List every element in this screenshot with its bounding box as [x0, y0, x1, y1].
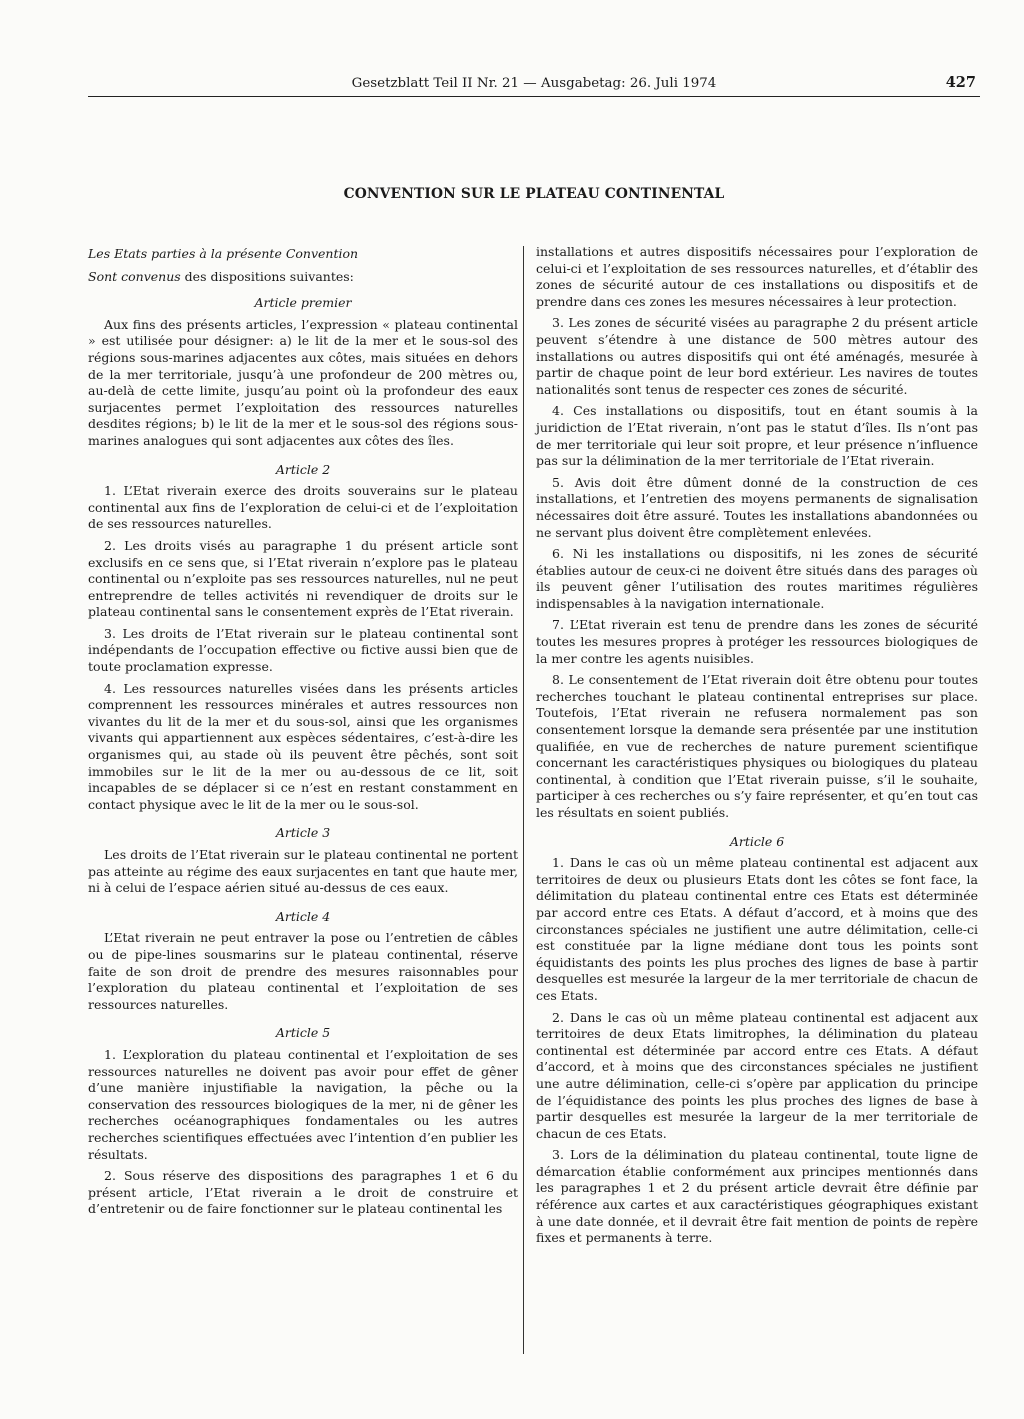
article-paragraph: 2. Sous réserve des dispositions des paragraphes 1 et 6 du présent article, l’Etat riverain a le droit de construire et d’entretenir ou de faire fonctionner sur le plateau continental les	[88, 1168, 518, 1217]
article-paragraph: 3. Les zones de sécurité visées au paragraphe 2 du présent article peuvent s’étendre à une distance de 500 mètres autour des installations ou autres dispositifs qui ont été aménagés, mesurée à partir de chaque point de leur bord extérieur. Les navires de toutes nationalités sont tenus de respecter ces zones de sécurité.	[536, 315, 978, 397]
publication-line: Gesetzblatt Teil II Nr. 21 — Ausgabetag: 26. Juli 1974	[351, 76, 717, 91]
article-paragraph: 1. L’exploration du plateau continental et l’exploitation de ses ressources naturelles ne doivent pas avoir pour effet de gêner d’une manière injustifiable la navigation, la pêche ou la conservation des ressources biologiques de la mer, ni de gêner les recherches océanographiques fondamentales ou les autres recherches scientifiques effectuées avec l’intention d’en publier les résultats.	[88, 1046, 518, 1162]
article-title: Article 5	[275, 1025, 331, 1041]
preamble	[88, 246, 518, 285]
article-paragraph: 1. L’Etat riverain exerce des droits souverains sur le plateau continental aux fins de l’exploration de celui-ci et de l’exploitation de ses ressources naturelles.	[88, 483, 518, 532]
article-paragraph-continued: installations et autres dispositifs nécessaires pour l’exploration de celui-ci et l’exploitation de ses ressources naturelles, et d’établir des zones de sécurité autour de ces installations ou dispositifs et de prendre dans ces zones les mesures nécessaires à leur protection.	[536, 244, 978, 309]
article-paragraph: 8. Le consentement de l’Etat riverain doit être obtenu pour toutes recherches touchant le plateau continental entreprises sur place. Toutefois, l’Etat riverain ne refusera normalement pas son consentement lorsque la demande sera présentée par une institution qualifiée, en vue de recherches de nature purement scientifique concernant les caractéristiques physiques ou biologiques du plateau continental, à condition que l’Etat riverain puisse, s’il le souhaite, participer à ces recherches ou s’y faire représenter, et qu’en tout cas les résultats en soient publiés.	[536, 672, 978, 820]
article-paragraph: 3. Les droits de l’Etat riverain sur le plateau continental sont indépendants de l’occupation effective ou fictive aussi bien que de toute proclamation expresse.	[88, 625, 518, 675]
article-paragraph: 7. L’Etat riverain est tenu de prendre dans les zones de sécurité toutes les mesures propres à protéger les ressources biologiques de la mer contre les agents nuisibles.	[536, 617, 978, 666]
article-paragraph: 2. Dans le cas où un même plateau continental est adjacent aux territoires de deux Etats limitrophes, la délimination du plateau continental est déterminée par accord entre ces Etats. A défaut d’accord, et à moins que des circonstances spéciales ne justifient une autre délimination, celle-ci s’opère par application du principe de l’équidistance des points les plus proches des lignes de base à partir desquelles est mesurée la largeur de la mer territoriale de chacun de ces Etats.	[536, 1009, 978, 1141]
article-title: Article 4	[275, 908, 331, 924]
document-title: CONVENTION SUR LE PLATEAU CONTINENTAL	[343, 186, 725, 202]
right-column	[536, 244, 978, 1252]
article-paragraph: 6. Ni les installations ou dispositifs, ni les zones de sécurité établies autour de ceux-ci ne doivent être situés dans des parages où ils peuvent gêner l’utilisation des routes maritimes régulières indispensables à la navigation internationale.	[536, 546, 978, 611]
article-paragraph: 2. Les droits visés au paragraphe 1 du présent article sont exclusifs en ce sens que, si l’Etat riverain n’explore pas le plateau continental ou n’exploite pas ses ressources naturelles, nul ne peut entreprendre de telles activités ni revendiquer de droits sur le plateau continental sans le consentement exprès de l’Etat riverain.	[88, 537, 518, 620]
article-paragraph: 4. Ces installations ou dispositifs, tout en étant soumis à la juridiction de l’Etat riverain, n’ont pas le statut d’îles. Ils n’ont pas de mer territoriale qui leur soit propre, et leur présence n’influence pas sur la délimination de la mer territoriale de l’Etat riverain.	[536, 403, 978, 469]
page-header	[88, 74, 980, 97]
preamble-line: Sont convenus des dispositions suivantes:	[88, 268, 354, 284]
page-number: 427	[945, 74, 976, 91]
article-title: Article premier	[254, 295, 352, 311]
article-title: Article 3	[275, 825, 331, 841]
article-title: Article 6	[729, 833, 785, 849]
article-paragraph: Les droits de l’Etat riverain sur le plateau continental ne portent pas atteinte au régime des eaux surjacentes en tant que haute mer, ni à celui de l’espace aérien situé au-dessus de ces eaux.	[88, 847, 518, 896]
article-paragraph: 1. Dans le cas où un même plateau continental est adjacent aux territoires de deux ou plusieurs Etats dont les côtes se font face, la délimitation du plateau continental entre ces Etats est déterminée par accord entre ces Etats. A défaut d’accord, et à moins que des circonstances spéciales ne justifient une autre délimitation, celle-ci est constituée par la ligne médiane dont tous les points sont équidistants des points les plus proches des lignes de base à partir desquelles est mesurée la largeur de la mer territoriale de chacun de ces Etats.	[536, 855, 978, 1003]
article-paragraph: 3. Lors de la délimination du plateau continental, toute ligne de démarcation établie conformément aux principes mentionnés dans les paragraphes 1 et 2 du présent article devrait être définie par référence aux cartes et aux caractéristiques géographiques existant à une date donnée, et il devrait être fait mention de points de repère fixes et permanents à terre.	[536, 1147, 978, 1246]
preamble-line: Les Etats parties à la présente Convention	[88, 246, 359, 261]
article-title: Article 2	[275, 461, 331, 477]
article-paragraph: 4. Les ressources naturelles visées dans les présents articles comprennent les ressources minérales et autres ressources non vivantes du lit de la mer et du sous-sol, ainsi que les organismes vivants qui appartiennent aux espèces sédentaires, c’est-à-dire les organismes qui, au stade où ils peuvent être pêchés, sont soit immobiles sur le lit de la mer ou au-dessous de ce lit, soit incapables de se déplacer si ce n’est en restant constamment en contact physique avec le lit de la mer ou le sous-sol.	[88, 680, 518, 812]
article-paragraph: 5. Avis doit être dûment donné de la construction de ces installations, et l’entretien des moyens permanents de signalisation nécessaires doit être assuré. Toutes les installations abandonnées ou ne servant plus doivent être complètement enlevées.	[536, 474, 978, 540]
left-column	[88, 246, 518, 1223]
article-paragraph: Aux fins des présents articles, l’expression « plateau continental » est utilisée pour désigner: a) le lit de la mer et le sous-sol des régions sous-marines adjacentes aux côtes, mais situées en dehors de la mer territoriale, jusqu’à une profondeur de 200 mètres ou, au-delà de cette limite, jusqu’au point où la profondeur des eaux surjacentes permet l’exploitation des ressources naturelles desdites régions; b) le lit de la mer et le sous-sol des régions sous-marines analogues qui sont adjacentes aux côtes des îles.	[88, 316, 518, 448]
column-divider	[523, 246, 524, 1354]
article-paragraph: L’Etat riverain ne peut entraver la pose ou l’entretien de câbles ou de pipe-lines sousmarins sur le plateau continental, réserve faite de son droit de prendre des mesures raisonnables pour l’exploration du plateau continental et l’exploitation de ses ressources naturelles.	[88, 930, 518, 1012]
